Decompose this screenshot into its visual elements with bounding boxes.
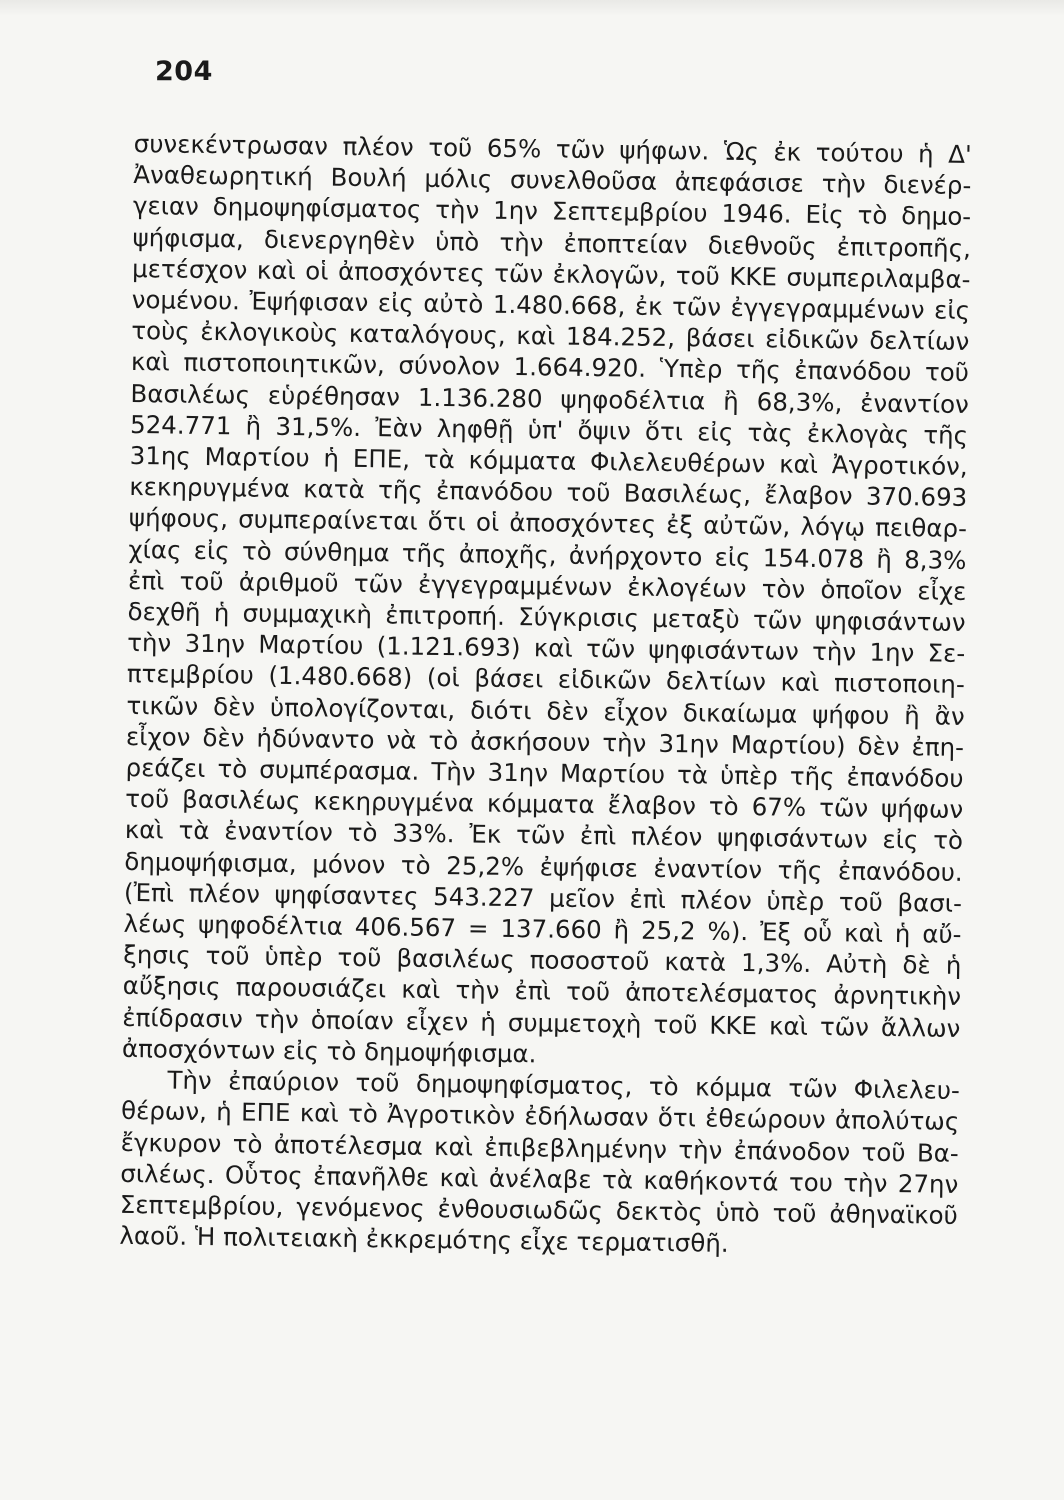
text-line: ξησις τοῦ ὑπὲρ τοῦ βασιλέως ποσοστοῦ κατὰ 1,3%. Αὐτὴ δὲ ἡ [122,940,962,981]
text-line: νομένου. Ἐψήφισαν εἰς αὐτὸ 1.480.668, ἐκ τῶν ἐγγεγραμμένων εἰς [131,285,971,325]
text-line: 524.771 ἢ 31,5%. Ἐὰν ληφθῇ ὑπ' ὄψιν ὅτι εἰς τὰς ἐκλογὰς τῆς [129,409,969,450]
text-line: Βασιλέως εὑρέθησαν 1.136.280 ψηφοδέλτια ἢ 68,3%, ἐναντίον [130,378,969,419]
body-text [119,128,972,1262]
text-line: ψήφους, συμπεραίνεται ὅτι οἱ ἀποσχόντες ἐξ αὐτῶν, λόγῳ πειθαρ- [128,503,968,544]
text-line: ρεάζει τὸ συμπέρασμα. Τὴν 31ην Μαρτίου τὰ ὑπὲρ τῆς ἐπανόδου [125,753,964,793]
text-line: τὴν 31ην Μαρτίου (1.121.693) καὶ τῶν ψηφισάντων τὴν 1ην Σε- [127,628,966,669]
text-line: σιλέως. Οὗτος ἐπανῆλθε καὶ ἀνέλαβε τὰ καθήκοντά του τὴν 27ην [120,1158,959,1199]
text-line: δεχθῆ ἡ συμμαχικὴ ἐπιτροπή. Σύγκρισις μεταξὺ τῶν ψηφισάντων [127,597,966,637]
text-line: δημοψήφισμα, μόνον τὸ 25,2% ἐψήφισε ἐναντίον τῆς ἐπανόδου. [124,846,963,887]
text-line: γειαν δημοψηφίσματος τὴν 1ην Σεπτεμβρίου 1946. Εἰς τὸ δημο- [132,191,972,232]
text-line: Τὴν ἐπαύριον τοῦ δημοψηφίσματος, τὸ κόμμα τῶν Φιλελευ- [167,1065,961,1105]
text-line: θέρων, ἡ ΕΠΕ καὶ τὸ Ἀγροτικὸν ἐδήλωσαν ὅτι ἐθεώρουν ἀπολύτως [120,1096,960,1137]
text-line: ἐπὶ τοῦ ἀριθμοῦ τῶν ἐγγεγραμμένων ἐκλογέων τὸν ὁποῖον εἶχε [127,565,967,606]
text-line: εἶχον δὲν ἠδύναντο νὰ τὸ ἀσκήσουν τὴν 31ην Μαρτίου) δὲν ἐπη- [125,721,965,762]
text-line: 31ης Μαρτίου ἡ ΕΠΕ, τὰ κόμματα Φιλελευθέρων καὶ Ἀγροτικόν, [129,441,968,481]
text-line: ἔγκυρον τὸ ἀποτέλεσμα καὶ ἐπιβεβλημένην τὴν ἐπάνοδον τοῦ Βα- [120,1127,959,1168]
text-line: λέως ψηφοδέλτια 406.567 = 137.660 ἢ 25,2 %). Ἐξ οὗ καὶ ἡ αὔ- [123,909,962,949]
text-line: μετέσχον καὶ οἱ ἀποσχόντες τῶν ἐκλογῶν, τοῦ ΚΚΕ συμπεριλαμβα- [131,253,971,294]
page-number: 204 [155,56,213,87]
text-line: ἀποσχόντων εἰς τὸ δημοψήφισμα. [121,1033,537,1069]
text-line: πτεμβρίου (1.480.668) (οἱ βάσει εἰδικῶν δελτίων καὶ πιστοποιη- [126,659,965,700]
paragraph-2 [119,1064,959,1262]
text-line: συνεκέντρωσαν πλέον τοῦ 65% τῶν ψήφων. Ὡς ἐκ τούτου ἡ Δ' [133,128,972,169]
paragraph-1 [122,128,972,1075]
text-line: ψήφισμα, διενεργηθὲν ὑπὸ τὴν ἐποπτείαν διεθνοῦς ἐπιτροπῆς, [132,222,972,263]
text-line: αὔξησις παρουσιάζει καὶ τὴν ἐπὶ τοῦ ἀποτελέσματος ἀρνητικὴν [122,971,962,1012]
text-line: τικῶν δὲν ὑπολογίζονται, διότι δὲν εἶχον δικαίωμα ψήφου ἢ ἂν [126,690,965,731]
text-line: λαοῦ. Ἡ πολιτειακὴ ἐκκρεμότης εἶχε τερματισθῆ. [119,1221,729,1258]
text-line: καὶ τὰ ἐναντίον τὸ 33%. Ἐκ τῶν ἐπὶ πλέον ψηφισάντων εἰς τὸ [124,815,964,856]
text-line: χίας εἰς τὸ σύνθημα τῆς ἀποχῆς, ἀνήρχοντο εἰς 154.078 ἢ 8,3% [128,534,967,575]
text-line: Σεπτεμβρίου, γενόμενος ἐνθουσιωδῶς δεκτὸς ὑπὸ τοῦ ἀθηναϊκοῦ [119,1189,959,1230]
text-line: καὶ πιστοποιητικῶν, σύνολον 1.664.920. Ὑπὲρ τῆς ἐπανόδου τοῦ [130,347,970,388]
text-line: Ἀναθεωρητική Βουλή μόλις συνελθοῦσα ἀπεφάσισε τὴν διενέρ- [133,160,972,201]
text-line: τοὺς ἐκλογικοὺς καταλόγους, καὶ 184.252, βάσει εἰδικῶν δελτίων [131,316,970,357]
text-line: ἐπίδρασιν τὴν ὁποίαν εἶχεν ἡ συμμετοχὴ τοῦ ΚΚΕ καὶ τῶν ἄλλων [122,1002,961,1043]
text-line: κεκηρυγμένα κατὰ τῆς ἐπανόδου τοῦ Βασιλέως, ἔλαβον 370.693 [129,472,968,513]
text-line: (Ἐπὶ πλέον ψηφίσαντες 543.227 μεῖον ἐπὶ πλέον ὑπὲρ τοῦ βασι- [123,877,963,918]
text-line: τοῦ βασιλέως κεκηρυγμένα κόμματα ἔλαβον τὸ 67% τῶν ψήφων [125,784,964,825]
scan-edge [0,0,1064,16]
